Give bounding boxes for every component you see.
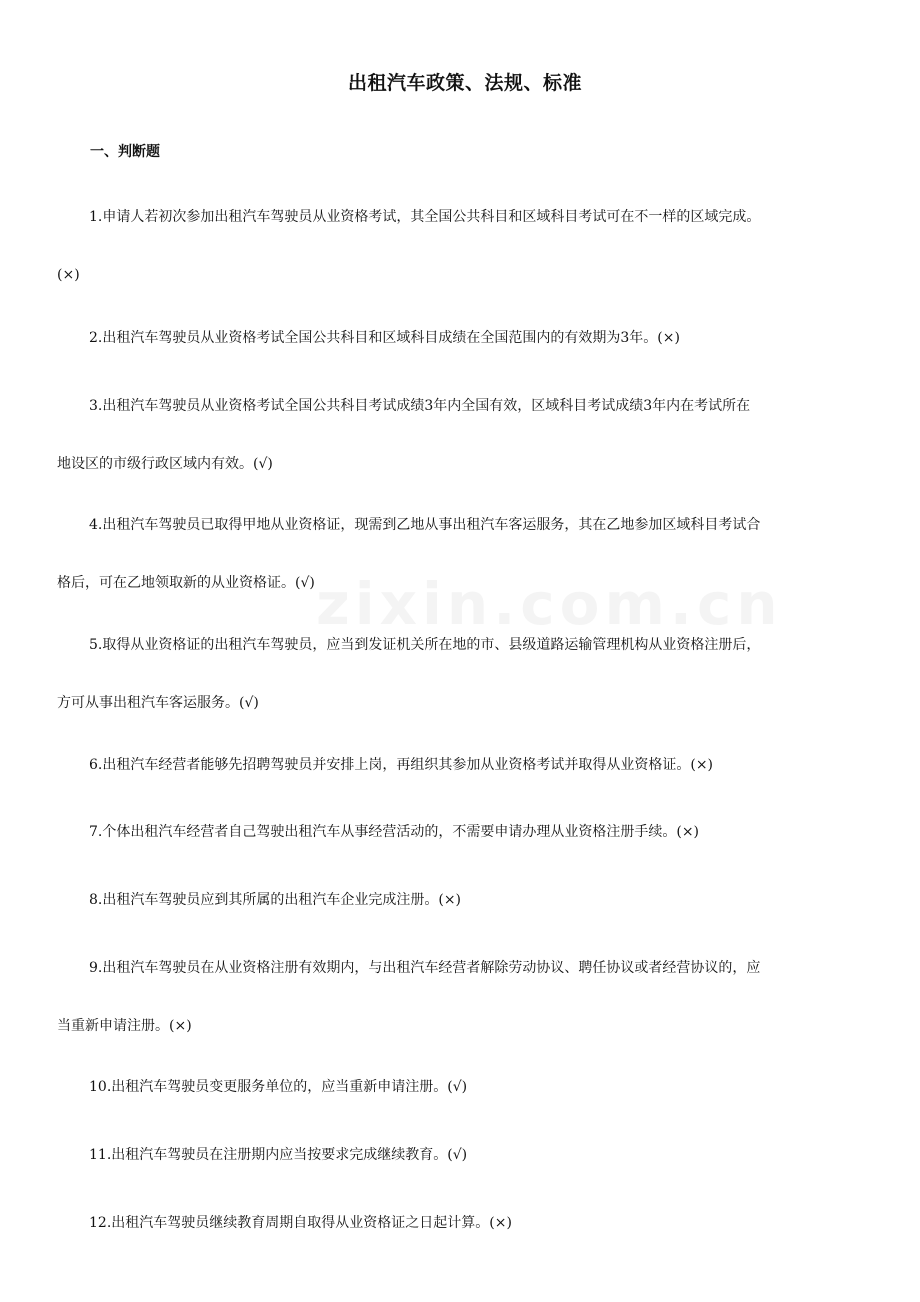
question-line: 12.出租汽车驾驶员继续教育周期自取得从业资格证之日起计算。(×) — [89, 1215, 512, 1231]
question-line: 1.申请人若初次参加出租汽车驾驶员从业资格考试，其全国公共科目和区域科目考试可在不一样的区域完成。 — [89, 209, 761, 225]
question-line: 4.出租汽车驾驶员已取得甲地从业资格证，现需到乙地从事出租汽车客运服务，其在乙地参加区域科目考试合 — [89, 517, 761, 533]
question-4 — [57, 514, 887, 594]
question-line: 地设区的市级行政区域内有效。(√) — [57, 456, 273, 472]
question-line: 3.出租汽车驾驶员从业资格考试全国公共科目考试成绩3年内全国有效，区域科目考试成绩3年内在考试所在 — [89, 398, 751, 414]
question-line: 5.取得从业资格证的出租汽车驾驶员，应当到发证机关所在地的市、县级道路运输管理机构从业资格注册后， — [89, 637, 761, 653]
question-line: 11.出租汽车驾驶员在注册期内应当按要求完成继续教育。(√) — [89, 1147, 468, 1163]
watermark: zixin.com.cn — [316, 570, 783, 638]
question-5 — [57, 634, 887, 714]
question-10 — [57, 1076, 887, 1098]
question-line: 2.出租汽车驾驶员从业资格考试全国公共科目和区域科目成绩在全国范围内的有效期为3年。(×) — [89, 330, 680, 346]
question-2 — [57, 327, 887, 349]
question-line: 方可从事出租汽车客运服务。(√) — [57, 695, 259, 711]
question-1 — [57, 206, 887, 286]
question-line: 格后，可在乙地领取新的从业资格证。(√) — [57, 575, 315, 591]
page-title: 出租汽车政策、法规、标准 — [347, 72, 582, 94]
question-6 — [57, 754, 887, 776]
question-line: 7.个体出租汽车经营者自己驾驶出租汽车从事经营活动的，不需要申请办理从业资格注册手续。(×) — [89, 824, 700, 840]
question-line: 10.出租汽车驾驶员变更服务单位的，应当重新申请注册。(√) — [89, 1079, 468, 1095]
question-line: 6.出租汽车经营者能够先招聘驾驶员并安排上岗，再组织其参加从业资格考试并取得从业资格证。(×) — [89, 757, 714, 773]
question-line: 当重新申请注册。(×) — [57, 1018, 192, 1034]
question-3 — [57, 395, 887, 475]
question-9 — [57, 957, 887, 1037]
question-11 — [57, 1144, 887, 1166]
section-heading: 一、判断题 — [90, 144, 160, 160]
question-line: 9.出租汽车驾驶员在从业资格注册有效期内，与出租汽车经营者解除劳动协议、聘任协议或者经营协议的，应 — [89, 960, 761, 976]
question-7 — [57, 821, 887, 843]
question-8 — [57, 889, 887, 911]
question-line: (×) — [57, 267, 80, 283]
question-12 — [57, 1212, 887, 1234]
question-line: 8.出租汽车驾驶员应到其所属的出租汽车企业完成注册。(×) — [89, 892, 462, 908]
